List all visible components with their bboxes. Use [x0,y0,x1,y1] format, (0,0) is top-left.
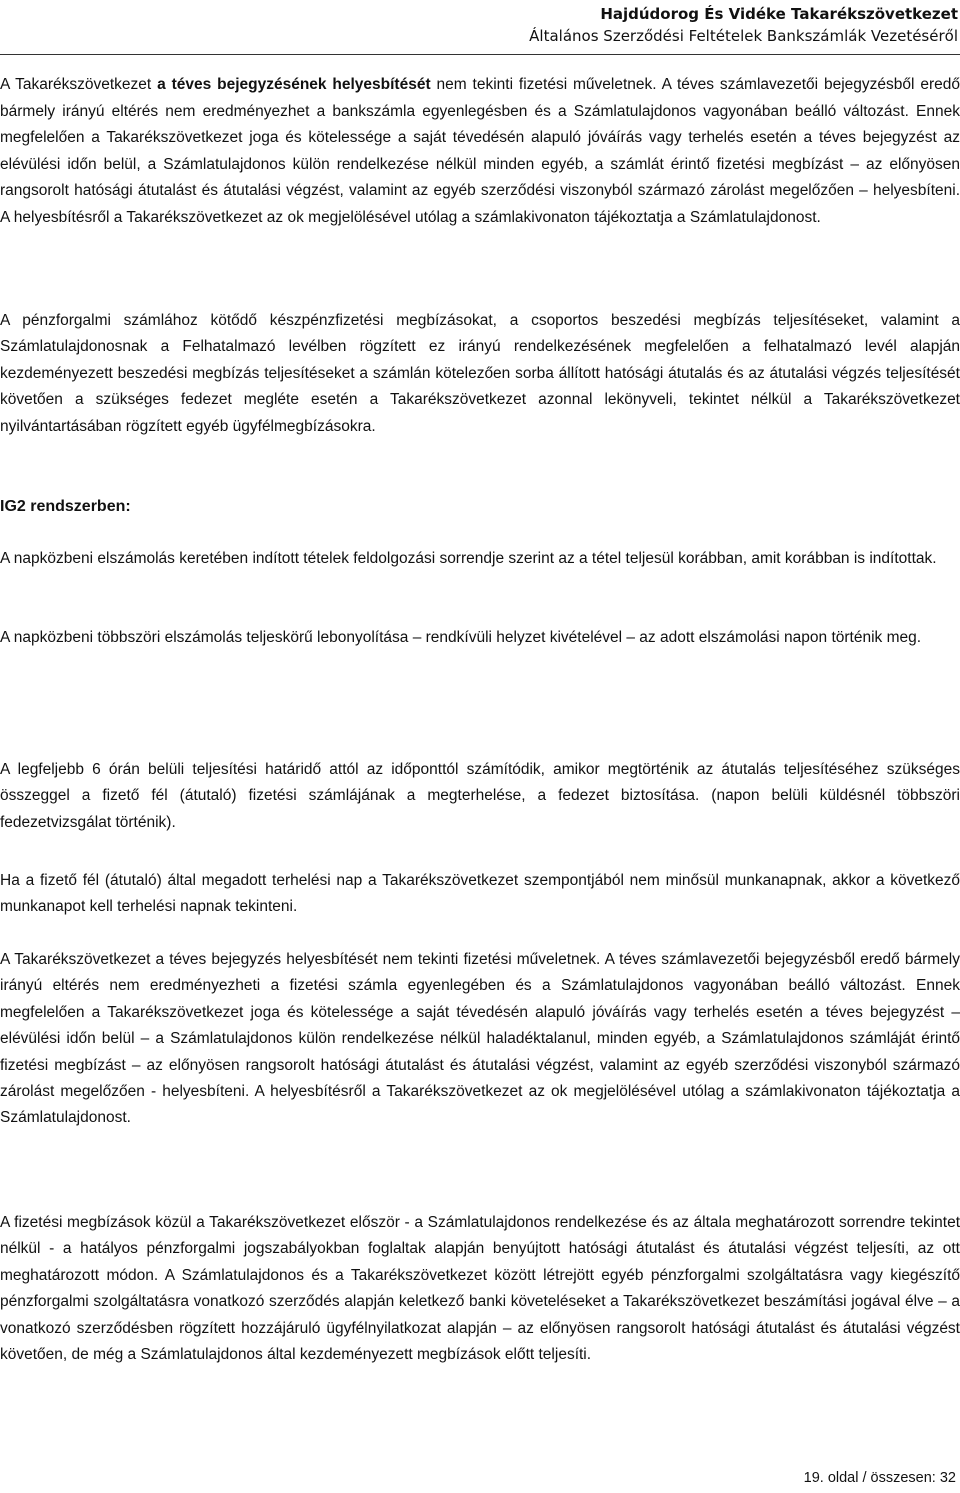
multiple-settlement-paragraph: A napközbeni többszöri elszámolás teljeskörű lebonyolítása – rendkívüli helyzet kivételével – az adott elszámolási napon történik meg. [0,629,922,646]
processing-order-paragraph: A napközbeni elszámolás keretében indított tételek feldolgozási sorrendje szerint az a tétel teljesül korábban, amit korábban is indítottak. [0,550,937,567]
deadline-paragraph: A legfeljebb 6 órán belüli teljesítési határidő attól az időponttól számítódik, amikor megtörténik az átutalás teljesítéséhez szükséges összeggel a fizető fél (átutaló) fizetési számlájának a megterhelése, a fedezet biztosítása. (napon belüli küldésnél többszöri fedezetvizsgálat történik). [0,761,960,831]
page-header [529,3,958,47]
intro-text-2: nem tekinti fizetési műveletnek. A téves számlavezetői bejegyzésből eredő bármely irányú eltérés nem eredményezhet a bankszámla egyenlegésben és a Számlatulajdonos vagyonában beálló változást. Ennek megfelelően a Takarékszövetkezet joga és kötelessége a saját tévedésén alapuló jóváírás vagy terhelés esetén a téves bejegyzést az elévülési időn belül, a Számlatulajdonos külön rendelkezése nélkül minden egyéb, a számlát érintő fizetési megbízást – az előnyösen rangsorolt hatósági átutalást és átutalási végzést, valamint az egyéb szerződési viszonyból származó zárolást megelőzően – helyesbíteni. A helyesbítésről a Takarékszövetkezet az ok megjelölésével utólag a számlakivonaton tájékoztatja a Számlatulajdonost. [0,76,960,226]
intro-text-1: A Takarékszövetkezet [0,76,158,93]
correction-paragraph: A Takarékszövetkezet a téves bejegyzés helyesbítését nem tekinti fizetési műveletnek. A téves számlavezetői bejegyzésből eredő bármely irányú eltérés nem eredményezheti a fizetési számla egyenlegében és a Számlatulajdonos vagyonában beálló változást. Ennek megfelelően a Takarékszövetkezet joga és kötelessége a saját tévedésén alapuló jóváírás vagy terhelés esetén a téves bejegyzést – elévülési időn belül – a Számlatulajdonos külön rendelkezése nélkül haladéktalanul, minden egyéb, a Számlatulajdonos számláját érintő fizetési megbízást – az előnyösen rangsorolt hatósági átutalást és átutalási végzést, valamint az egyéb szerződési viszonyból származó zárolást megelőzően - helyesbíteni. A helyesbítésről a Takarékszövetkezet az ok megjelölésével utólag a számlakivonaton tájékoztatja a Számlatulajdonost. [0,951,960,1127]
header-divider [0,54,960,55]
intro-bold-text: a téves bejegyzésének helyesbítését [157,76,431,93]
cash-payment-paragraph: A pénzforgalmi számlához kötődő készpénzfizetési megbízásokat, a csoportos beszedési megbízás teljesítéseket, valamint a Számlatulajdonosnak a Felhatalmazó levélben rögzített ez irányú rendelkezésének megfelelően a felhatalmazó levél alapján kezdeményezett beszedési megbízás teljesítéseket a számlán kötelezően sorba állított hatósági átutalás és az átutalási végzés teljesítését követően a szükséges fedezet megléte esetén a Takarékszövetkezet azonnal lekönyveli, tekintet nélkül a Takarékszövetkezet nyilvántartásában rögzített egyéb ügyfélmegbízásokra. [0,312,960,435]
document-title: Általános Szerződési Feltételek Bankszámlák Vezetéséről [529,27,958,45]
section-heading: IG2 rendszerben: [0,498,131,515]
intro-paragraph [0,72,960,231]
company-name: Hajdúdorog És Vidéke Takarékszövetkezet [600,5,958,23]
workday-paragraph: Ha a fizető fél (átutaló) által megadott terhelési nap a Takarékszövetkezet szempontjából nem minősül munkanapnak, akkor a következő munkanapot kell terhelési napnak tekinteni. [0,872,960,916]
page-number: 19. oldal / összesen: 32 [803,1470,956,1486]
payment-priority-paragraph: A fizetési megbízások közül a Takarékszövetkezet először - a Számlatulajdonos rendelkezése és az általa meghatározott sorrendre tekintet nélkül - a hatályos pénzforgalmi jogszabályokban foglaltak alapján benyújtott hatósági átutalást és átutalási végzést teljesíti, az ott meghatározott módon. A Számlatulajdonos és a Takarékszövetkezet között létrejött egyéb pénzforgalmi szolgáltatásra vagy kiegészítő pénzforgalmi szolgáltatásra vonatkozó szerződés alapján keletkező banki követeléseket a Takarékszövetkezet beszámítási jogával élve – a vonatkozó szerződésben rögzített hozzájáruló ügyfélnyilatkozat alapján – az előnyösen rangsorolt hatósági átutalást és átutalási végzést követően, de még a Számlatulajdonos által kezdeményezett megbízások előtt teljesíti. [0,1214,960,1364]
